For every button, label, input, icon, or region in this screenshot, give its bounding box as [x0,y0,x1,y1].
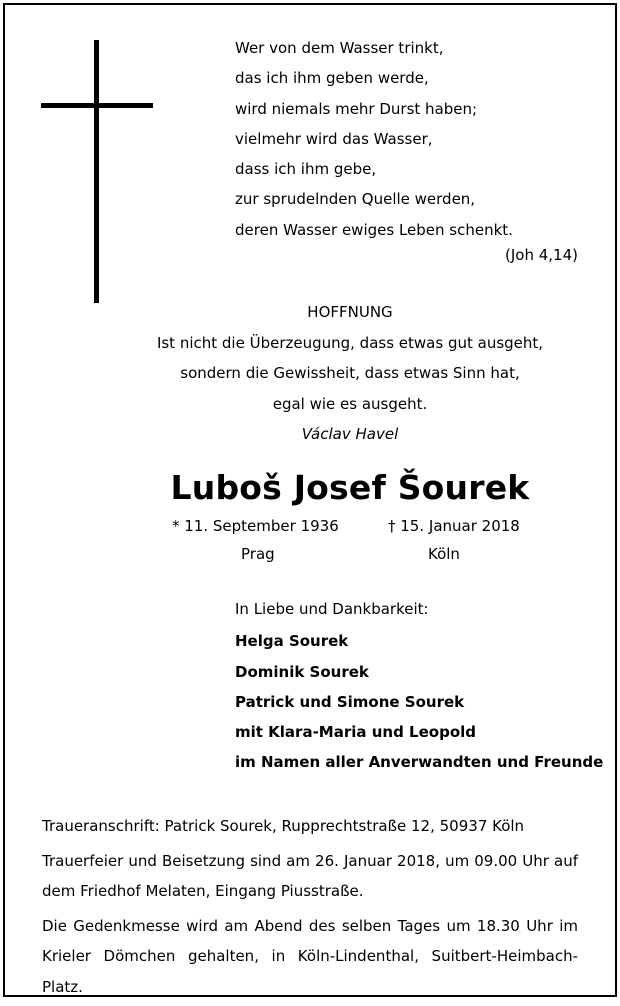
deceased-name: Luboš Josef Šourek [170,468,530,507]
mourner-name: Dominik Sourek [235,662,369,681]
bible-verse [235,33,585,245]
mourning-address: Traueranschrift: Patrick Sourek, Rupprechtstraße 12, 50937 Köln [42,817,525,835]
verse-line: Wer von dem Wasser trinkt, [235,39,444,57]
funeral-details [42,811,578,1006]
mourner-name: Helga Sourek [235,632,349,651]
quote-author: Václav Havel [301,425,399,443]
mourner-name: im Namen aller Anverwandten und Freunde [235,753,604,772]
quote-block [100,297,600,450]
verse-line: zur sprudelnden Quelle werden, [235,190,476,209]
verse-line: wird niemals mehr Durst haben; [235,99,478,118]
quote-heading: HOFFNUNG [307,303,393,321]
mourners-list [235,594,605,778]
verse-reference: (Joh 4,14) [505,246,578,264]
birth-place: Prag [241,545,275,563]
death-date: † 15. Januar 2018 [388,517,520,535]
funeral-info: Trauerfeier und Beisetzung sind am 26. Januar 2018, um 09.00 Uhr auf dem Friedhof Melaten, Eingang Piusstraße. [42,851,578,900]
cross-icon [94,40,99,303]
verse-line: das ich ihm geben werde, [235,69,429,88]
mourners-intro: In Liebe und Dankbarkeit: [235,600,429,618]
verse-line: dass ich ihm gebe, [235,160,377,179]
verse-line: deren Wasser ewiges Leben schenkt. [235,220,513,239]
quote-line: egal wie es ausgeht. [272,394,428,413]
quote-line: Ist nicht die Überzeugung, dass etwas gut ausgeht, [156,333,544,352]
cross-icon-bar [41,103,153,108]
memorial-mass-info: Die Gedenkmesse wird am Abend des selben Tages um 18.30 Uhr im Krieler Dömchen gehalten, in Köln-Lindenthal, Suitbert-Heimbach-Platz. [42,916,578,996]
death-place: Köln [428,545,460,563]
verse-line: vielmehr wird das Wasser, [235,129,433,148]
birth-date: * 11. September 1936 [172,517,339,535]
quote-line: sondern die Gewissheit, dass etwas Sinn hat, [180,364,520,382]
mourner-name: mit Klara-Maria und Leopold [235,723,477,742]
mourner-name: Patrick und Simone Sourek [235,692,465,711]
